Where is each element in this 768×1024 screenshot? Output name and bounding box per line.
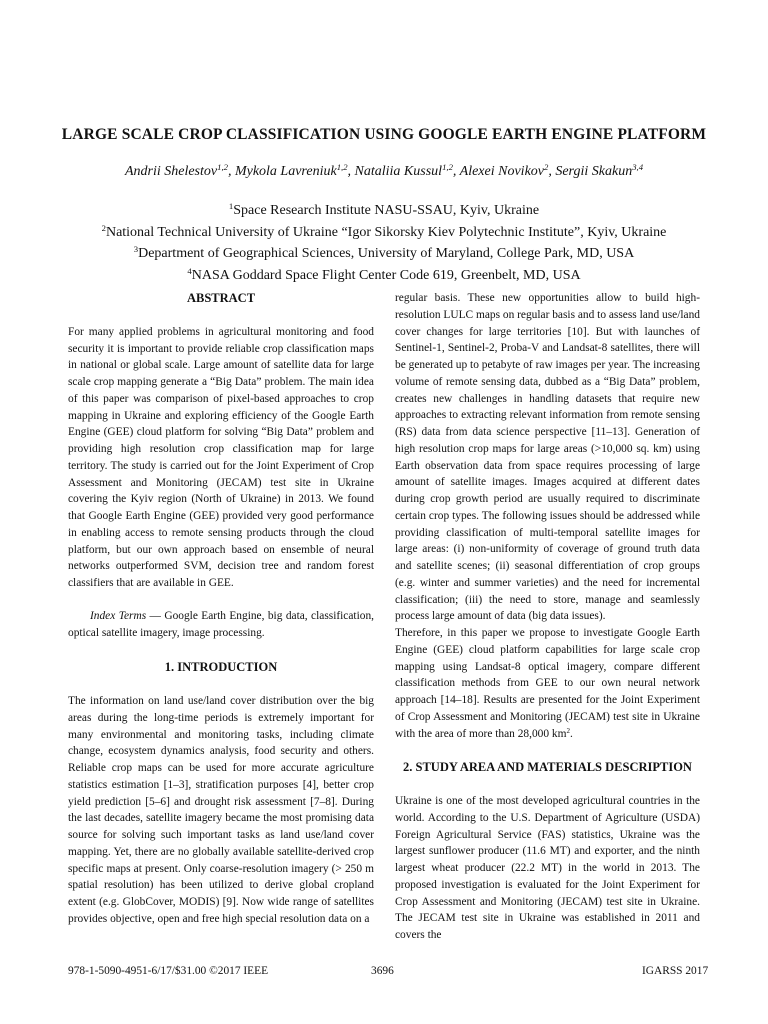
left-column <box>68 290 374 928</box>
section-2-heading: 2. STUDY AREA AND MATERIALS DESCRIPTION <box>403 760 692 775</box>
footer-conference: IGARSS 2017 <box>642 965 709 977</box>
paper-title: LARGE SCALE CROP CLASSIFICATION USING GOOGLE EARTH ENGINE PLATFORM <box>61 126 707 143</box>
affiliation: $^4$NASA Goddard Space Flight Center Code 619, Greenbelt, MD, USA <box>187 265 581 283</box>
author: Andrii Shelestov$^{1,2}$ <box>124 162 228 179</box>
introduction-heading: 1. INTRODUCTION <box>164 660 278 675</box>
affiliation: $^1$Space Research Institute NASU-SSAU, Kyiv, Ukraine <box>228 201 540 218</box>
author: Sergii Skakun$^{3,4}$ <box>555 162 644 179</box>
introduction-text: The information on land use/land cover distribution over the big areas during the long-time periods is extremely important for many environmental and monitoring tasks, including climate change, ecosystem dynamics analysis, food security and others. Reliable crop maps can be used for more accurate agriculture statistics estimation [1–3], stratification purposes [4], better crop yield prediction [5–6] and drought risk assessment [7–8]. During the last decades, satellite imagery became the most promising data source for solving such important tasks as land use/land cover mapping. Yet, there are no globally available satellite-derived crop specific maps at present. Only coarse-resolution imagery (> 250 m spatial resolution) has been utilized to derive global cropland extent (e.g. GlobCover, MODIS) [9]. Now wide range of satellites provides objective, open and free high special resolution data on a <box>68 695 374 925</box>
affiliation: $^3$Department of Geographical Sciences, University of Maryland, College Park, MD, USA <box>133 244 635 261</box>
affiliation-list <box>0 200 768 286</box>
abstract-text: For many applied problems in agricultural monitoring and food security it is important to provide reliable crop classification maps in national or global scale. Large amount of satellite data for large scale crop mapping generate a “Big Data” problem. The main idea of this paper was comparison of pixel-based approaches to crop mapping in Ukraine and exploring efficiency of the Google Earth Engine (GEE) cloud platform for solving “Big Data” problem and providing high resolution crop classification map for large territory. The study is carried out for the Joint Experiment of Crop Assessment and Monitoring (JECAM) test site in Ukraine covering the Kyiv region (North of Ukraine) in 2013. We found that Google Earth Engine (GEE) provided very good performance in enabling access to remote sensing products through the cloud platform, but our own approach based on ensemble of neural networks outperformed SVM, decision tree and random forest classifiers that are available in GEE. <box>68 325 374 589</box>
abstract-heading: ABSTRACT <box>186 291 256 305</box>
right-column <box>395 290 700 944</box>
author: Nataliia Kussul$^{1,2}$ <box>354 162 453 179</box>
author-list: Andrii Shelestov$^{1,2}$, Mykola Lavreniuk$^{1,2}$, Nataliia Kussul$^{1,2}$, Alexei Novikov$^2$, Sergii Skakun$^{3,4}$ <box>124 162 644 179</box>
index-terms: Index Terms — Google Earth Engine, big data, classification, optical satellite imagery, image processing. <box>68 609 374 639</box>
introduction-paragraph-2: Therefore, in this paper we propose to investigate Google Earth Engine (GEE) cloud platform capabilities for large scale crop mapping using Landsat-8 optical imagery, compare different classification methods from GEE to our own neural network approach [14–18]. Results are presented for the Joint Experiment of Crop Assessment and Monitoring (JECAM) test site in Ukraine with the area of more than 28,000 $km^2$. <box>395 627 700 740</box>
page-number: 3696 <box>371 965 394 977</box>
footer-copyright: 978-1-5090-4951-6/17/$31.00 ©2017 IEEE <box>68 965 269 977</box>
author: Alexei Novikov$^2$ <box>459 162 549 179</box>
affiliation: $^2$National Technical University of Ukraine “Igor Sikorsky Kiev Polytechnic Institute”, Kyiv, Ukraine <box>101 222 667 240</box>
introduction-continued: regular basis. These new opportunities allow to build high-resolution LULC maps on regular basis and to assess land use/land cover changes for large territories [10]. But with launches of Sentinel-1, Sentinel-2, Proba-V and Landsat-8 satellites, there will be generated up to petabyte of raw images per year. The increasing volume of remote sensing data, dubbed as a “Big Data” problem, creates new challenges in handling datasets that require new approaches to extracting relevant information from remote sensing (RS) data from data science perspective [11–13]. Generation of high resolution crop maps for large areas (>10,000 sq. km) using Earth observation data from space requires processing of large amount of satellite images. Images acquired at different dates during crop growth period are usually required to discriminate certain crop types. The following issues should be addressed while providing classification of multi-temporal satellite images for large areas: (i) non-uniformity of coverage of ground truth data and satellite scenes; (ii) seasonal differentiation of crop groups (e.g. winter and summer varieties) and the need for incremental classification; (iii) the need to store, manage and seamlessly process large amount of data (big data issues). <box>395 292 700 623</box>
author: Mykola Lavreniuk$^{1,2}$ <box>234 162 348 179</box>
section-2-text: Ukraine is one of the most developed agricultural countries in the world. According to the U.S. Department of Agriculture (USDA) Foreign Agricultural Service (FAS) statistics, Ukraine was the largest sunflower producer (11.6 MT) and exporter, and the ninth largest wheat producer (22.2 MT) in the world in 2013. The proposed investigation is evaluated for the Joint Experiment for Crop Assessment and Monitoring (JECAM) test site in Ukraine. The JECAM test site in Ukraine was established in 2011 and covers the <box>395 795 700 941</box>
